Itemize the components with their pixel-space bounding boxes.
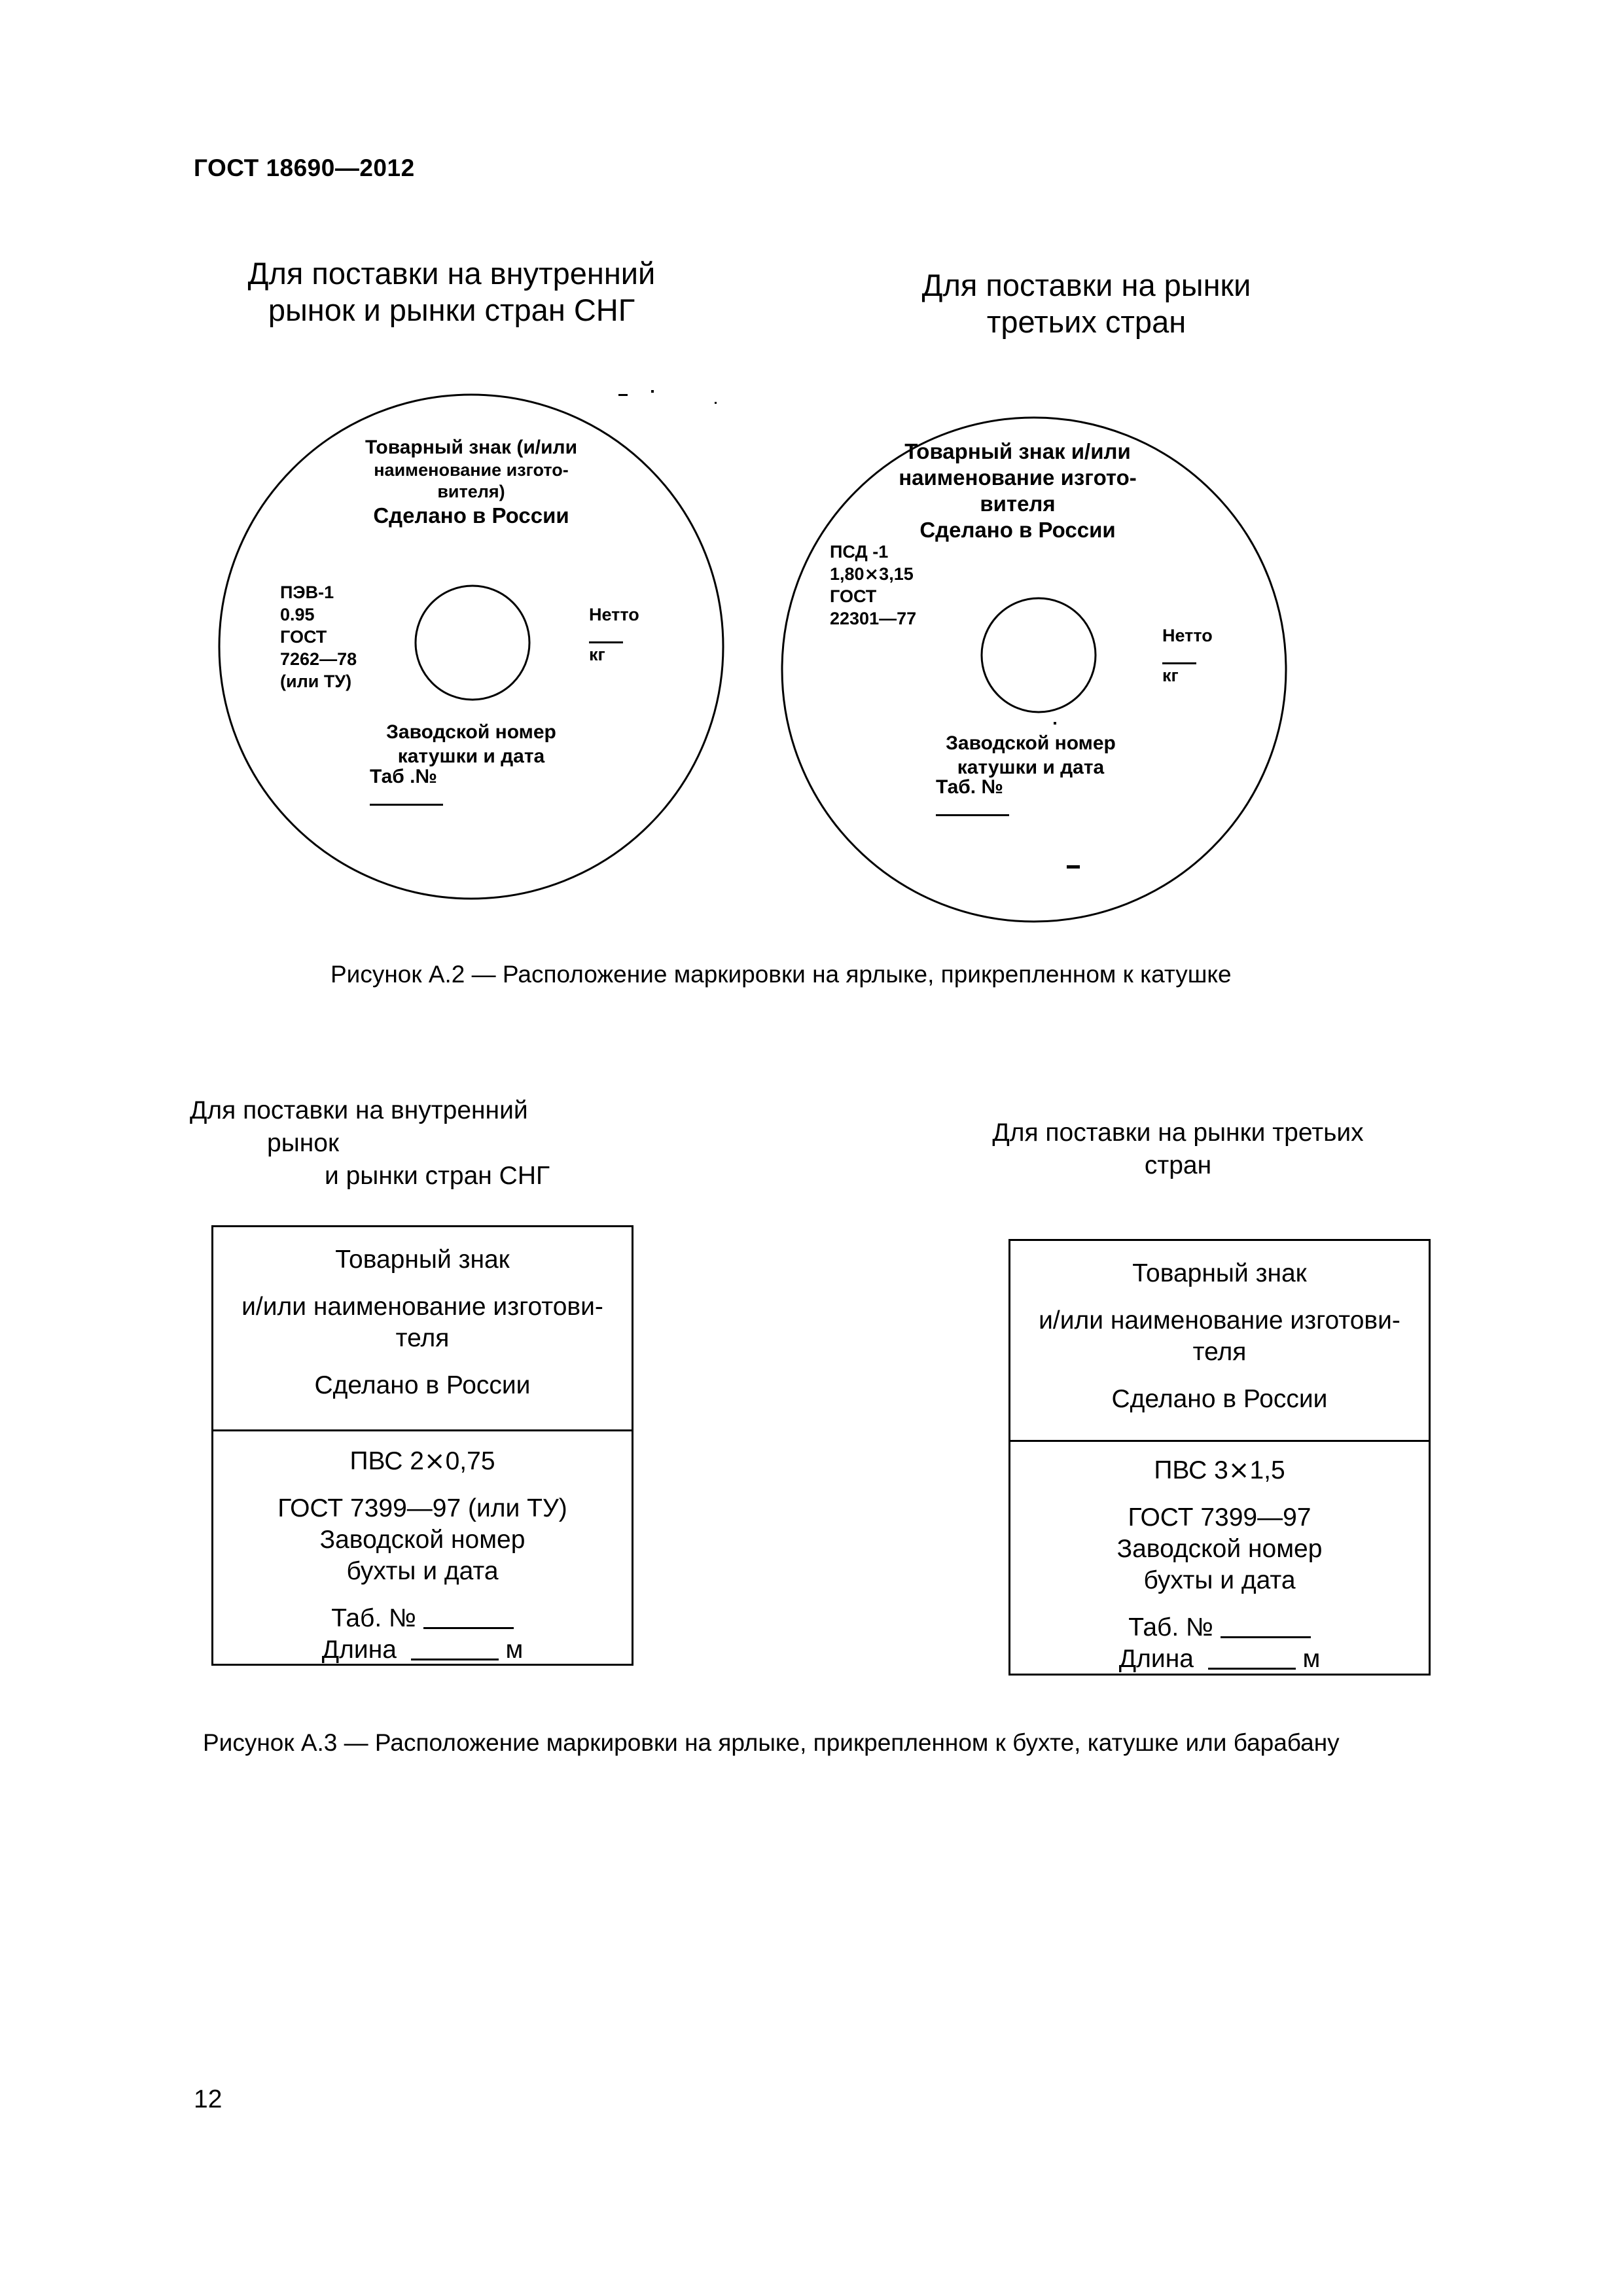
brand-line: вителя <box>980 492 1056 516</box>
standard-ref: ГОСТ 7399—97 (или ТУ) <box>277 1494 567 1522</box>
spec-line: ГОСТ <box>830 586 877 606</box>
heading-text: Для поставки на внутренний <box>190 1096 528 1124</box>
figure-a3-caption: Рисунок А.3 — Расположение маркировки на ярлыке, прикрепленном к бухте, катушке или барабану <box>203 1729 1340 1756</box>
tab-no-row <box>370 766 443 806</box>
left-disc-netto <box>589 603 639 666</box>
netto-blank <box>1162 647 1196 664</box>
spec-line: ПСД -1 <box>830 542 889 562</box>
brand-line: наименование изгото- <box>374 460 569 480</box>
brand-line: Товарный знак и/или <box>904 439 1131 463</box>
length-row <box>1024 1643 1416 1675</box>
scan-speck <box>651 390 654 393</box>
brand-line: вителя) <box>437 482 505 501</box>
serial-line: бухты и дата <box>346 1557 499 1585</box>
length-blank <box>1208 1648 1296 1670</box>
label-product-section <box>1010 1440 1429 1675</box>
brand-line: Товарный знак (и/или <box>365 437 578 458</box>
maker-line: и/или наименование изготови- <box>1039 1306 1400 1335</box>
tab-no-label: Таб. № <box>1128 1613 1213 1641</box>
tab-no-blank <box>423 1607 514 1629</box>
netto-label: Нетто <box>1162 626 1213 645</box>
right-disc-brand-block <box>854 439 1181 543</box>
netto-unit-row <box>1162 647 1213 687</box>
left-disc-hole <box>416 586 529 700</box>
tab-no-row <box>936 776 1009 816</box>
product-code: ПВС 3⨯1,5 <box>1154 1456 1285 1484</box>
left-disc-brand-block <box>308 435 635 529</box>
maker-line: теля <box>1192 1338 1247 1366</box>
right-disc-hole <box>982 598 1096 712</box>
page-number: 12 <box>194 2085 223 2113</box>
tab-no-row <box>1024 1612 1416 1643</box>
spec-line: 1,80⨯3,15 <box>830 564 914 584</box>
heading-line: стран <box>1144 1151 1212 1179</box>
spec-line: 22301—77 <box>830 609 917 628</box>
figure-a2-caption: Рисунок А.2 — Расположение маркировки на ярлыке, прикрепленном к катушке <box>330 961 1232 988</box>
standard-ref: ГОСТ 7399—97 <box>1128 1503 1311 1532</box>
length-unit: м <box>1302 1645 1321 1673</box>
netto-blank <box>589 626 623 643</box>
label-maker-section <box>1010 1241 1429 1440</box>
right-disc-spec <box>830 541 916 630</box>
left-disc-tab-no <box>370 766 443 806</box>
heading-line: Для поставки на рынки третьих <box>992 1119 1364 1147</box>
figure-a3-left-heading <box>190 1094 550 1193</box>
scan-speck <box>1054 722 1056 725</box>
brand-label: Товарный знак <box>1132 1259 1307 1287</box>
left-disc-serial-block <box>340 720 602 768</box>
heading-line <box>190 1094 550 1160</box>
serial-line: Заводской номер <box>1116 1535 1323 1563</box>
spec-line: ПЭВ-1 <box>280 583 334 602</box>
serial-line: катушки и дата <box>397 745 545 767</box>
heading-line: и рынки стран СНГ <box>325 1162 550 1190</box>
tab-no-blank <box>936 798 1009 816</box>
heading-line: Для поставки на рынки <box>921 268 1251 302</box>
serial-line: Заводской номер <box>386 721 556 743</box>
heading-line: Для поставки на внутренний <box>247 256 656 291</box>
scan-speck <box>1067 865 1080 869</box>
right-label-box <box>1008 1239 1431 1676</box>
product-code: ПВС 2⨯0,75 <box>349 1447 495 1475</box>
tab-no-label: Таб. № <box>331 1604 416 1632</box>
length-label: Длина <box>321 1636 397 1664</box>
length-unit: м <box>505 1636 524 1664</box>
made-in-label: Сделано в России <box>919 518 1116 542</box>
length-row <box>226 1634 618 1666</box>
heading-line: рынок и рынки стран СНГ <box>268 293 635 327</box>
made-in-label: Сделано в России <box>1111 1385 1328 1413</box>
spec-line: ГОСТ <box>280 627 327 647</box>
brand-line: наименование изгото- <box>899 465 1137 490</box>
tab-no-row <box>226 1603 618 1634</box>
left-disc-spec <box>280 581 357 692</box>
label-maker-section <box>213 1227 632 1429</box>
tab-no-label: Таб. № <box>936 776 1003 798</box>
made-in-label: Сделано в России <box>373 503 569 528</box>
spec-line: 7262—78 <box>280 649 357 669</box>
netto-unit-row <box>589 626 639 666</box>
serial-line: Заводской номер <box>946 732 1116 754</box>
right-disc-netto <box>1162 624 1213 687</box>
netto-unit: кг <box>589 645 605 664</box>
heading-line: третьих стран <box>986 304 1186 339</box>
spec-line: 0.95 <box>280 605 315 624</box>
tab-no-blank <box>1221 1617 1311 1638</box>
spec-line: (или ТУ) <box>280 672 352 691</box>
length-blank <box>411 1639 499 1660</box>
serial-line: катушки и дата <box>957 757 1105 778</box>
tab-no-blank <box>370 788 443 806</box>
label-product-section <box>213 1429 632 1666</box>
maker-line: теля <box>395 1324 450 1352</box>
maker-line: и/или наименование изготови- <box>241 1293 603 1321</box>
right-disc-serial-block <box>900 731 1162 780</box>
document-header: ГОСТ 18690—2012 <box>194 154 415 181</box>
scan-speck <box>618 394 628 396</box>
heading-tail: рынок <box>267 1129 340 1157</box>
length-label: Длина <box>1118 1645 1194 1673</box>
netto-unit: кг <box>1162 666 1179 685</box>
brand-label: Товарный знак <box>335 1246 510 1274</box>
right-disc-tab-no <box>936 776 1009 816</box>
left-label-box <box>211 1225 633 1666</box>
tab-no-label: Таб .№ <box>370 766 437 787</box>
scan-speck <box>715 402 717 404</box>
made-in-label: Сделано в России <box>314 1371 531 1399</box>
figure-a3-right-heading <box>975 1117 1381 1182</box>
serial-line: бухты и дата <box>1143 1566 1296 1594</box>
serial-line: Заводской номер <box>319 1526 526 1554</box>
netto-label: Нетто <box>589 605 639 624</box>
